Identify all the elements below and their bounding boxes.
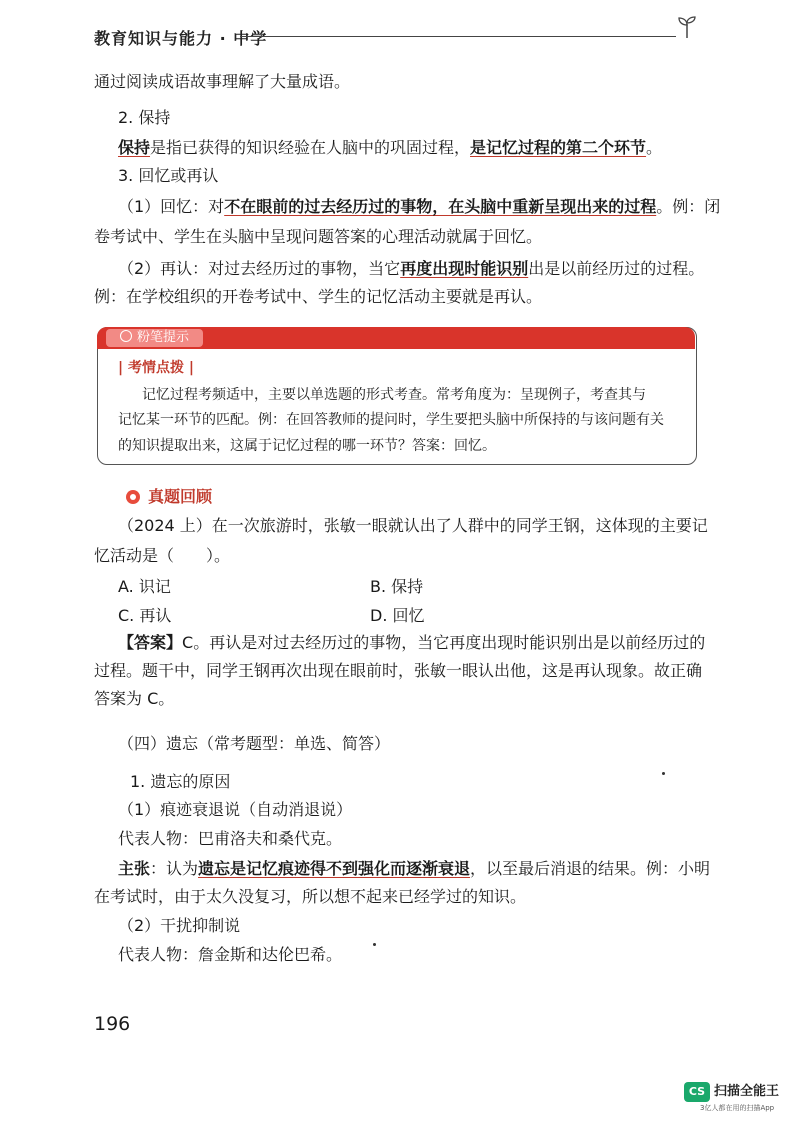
answer-text: C。再认是对过去经历过的事物，当它再度出现时能识别出是以前经历过的 [182, 633, 706, 652]
option-d: D. 回忆 [370, 606, 425, 625]
section-title-recall: 3. 回忆或再认 [118, 166, 219, 185]
tip-box-line: 记忆过程考频适中，主要以单选题的形式考查。常考角度为：呈现例子，考查其与 [142, 387, 646, 403]
review-title: 真题回顾 [148, 487, 213, 506]
scanner-slogan: 3亿人都在用的扫描App [700, 1104, 775, 1112]
scan-speck [662, 772, 665, 775]
text-line: 在考试时，由于太久没复习，所以想不起来已经学过的知识。 [94, 887, 527, 906]
emphasis-second-stage: 是记忆过程的第二个环节 [470, 138, 647, 157]
tip-box-line: 记忆某一环节的匹配。例：在回答教师的提问时，学生要把头脑中所保持的与该问题有关 [118, 412, 664, 428]
question-line: 忆活动是（ ）。 [94, 546, 231, 565]
text-span: 。例：闭 [656, 197, 721, 216]
representative-figures: 代表人物：巴甫洛夫和桑代克。 [118, 829, 343, 848]
answer-line: 答案为 C。 [94, 689, 175, 708]
section-title-retention: 2. 保持 [118, 108, 171, 127]
text-span: 是指已获得的知识经验在人脑中的巩固过程， [150, 138, 471, 157]
theory-claim [118, 858, 710, 880]
answer-label: 【答案】 [118, 633, 183, 652]
tip-box-line: 的知识提取出来，这属于记忆过程的哪一环节？答案：回忆。 [118, 438, 496, 454]
answer-line [118, 632, 705, 654]
question-line: （2024 上）在一次旅游时，张敏一眼就认出了人群中的同学王钢，这体现的主要记 [118, 516, 708, 535]
tip-box-tab [106, 329, 203, 347]
page-number: 196 [94, 1013, 131, 1035]
representative-figures: 代表人物：詹金斯和达伦巴希。 [118, 945, 343, 964]
emphasis-recognition: 再度出现时能识别 [400, 259, 529, 278]
recognition-definition [118, 258, 704, 280]
theory-title: （1）痕迹衰退说（自动消退说） [118, 800, 353, 819]
text-line: 例：在学校组织的开卷考试中、学生的记忆活动主要就是再认。 [94, 287, 543, 306]
sprout-icon [676, 14, 698, 40]
claim-label: 主张 [118, 859, 151, 878]
tip-box-tab-label: 粉笔提示 [137, 330, 190, 345]
emphasis-decay: 遗忘是记忆痕迹得不到强化而逐渐衰退 [198, 859, 471, 878]
option-b: B. 保持 [370, 577, 424, 596]
emphasis-recall: 不在眼前的过去经历过的事物，在头脑中重新呈现出来的过程 [224, 197, 657, 216]
recall-definition [118, 196, 720, 218]
theory-title: （2）干扰抑制说 [118, 916, 241, 935]
subsection-title: 1. 遗忘的原因 [130, 772, 231, 791]
text-span: （1）回忆：对 [118, 197, 225, 216]
section-heading-forgetting: （四）遗忘（常考题型：单选、简答） [118, 734, 391, 753]
text-span: ：认为 [150, 859, 199, 878]
answer-line: 过程。题干中，同学王钢再次出现在眼前时，张敏一眼认出他，这是再认现象。故正确 [94, 661, 703, 680]
tip-box-subtitle: | 考情点拨 | [118, 360, 194, 376]
text-span: ，以至最后消退的结果。例：小明 [470, 859, 711, 878]
option-a: A. 识记 [118, 577, 171, 596]
scan-speck [373, 943, 376, 946]
header-rule [240, 36, 676, 37]
running-header-title: 教育知识与能力 · 中学 [94, 29, 268, 48]
text-span: （2）再认：对过去经历过的事物，当它 [118, 259, 401, 278]
text-line: 通过阅读成语故事理解了大量成语。 [94, 72, 351, 91]
review-target-icon [126, 490, 140, 504]
retention-definition [118, 137, 662, 159]
text-span: 。 [646, 138, 663, 157]
scanner-logo: CS [684, 1082, 710, 1102]
text-line: 卷考试中、学生在头脑中呈现问题答案的心理活动就属于回忆。 [94, 227, 543, 246]
pencil-icon [120, 330, 132, 342]
term-retention: 保持 [118, 138, 151, 157]
scanner-name: 扫描全能王 [714, 1084, 780, 1099]
text-span: 出是以前经历过的过程。 [528, 259, 705, 278]
option-c: C. 再认 [118, 606, 172, 625]
